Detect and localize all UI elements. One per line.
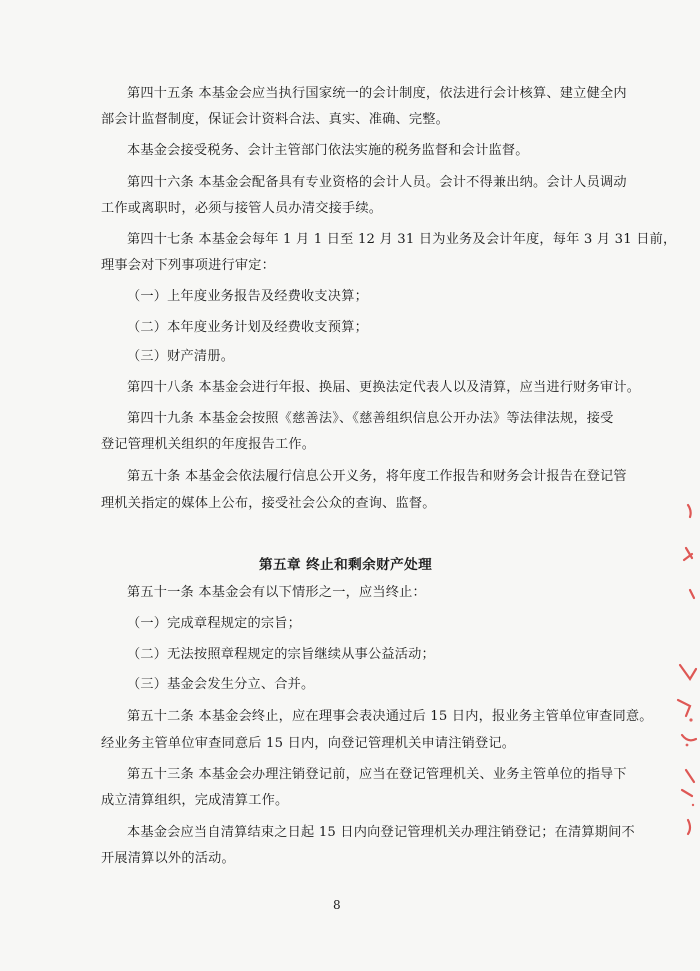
article-53-para-2-line-2: 开展清算以外的活动。 xyxy=(101,851,235,866)
article-52-line-2: 经业务主管单位审查同意后 15 日内，向登记管理机关申请注销登记。 xyxy=(101,736,516,751)
article-50-line-1: 第五十条 本基金会依法履行信息公开义务，将年度工作报告和财务会计报告在登记管 xyxy=(127,469,627,484)
article-47-line-1: 第四十七条 本基金会每年 1 月 1 日至 12 月 31 日为业务及会计年度，每年 3 月 31 日前， xyxy=(127,232,677,247)
article-46-line-2: 工作或离职时，必须与接管人员办清交接手续。 xyxy=(101,201,383,216)
article-51-item-3: （三）基金会发生分立、合并。 xyxy=(127,677,315,692)
article-45-line-2: 部会计监督制度，保证会计资料合法、真实、准确、完整。 xyxy=(101,112,450,127)
article-51-item-2: （二）无法按照章程规定的宗旨继续从事公益活动； xyxy=(127,647,435,662)
article-49-line-1: 第四十九条 本基金会按照《慈善法》、《慈善组织信息公开办法》等法律法规，接受 xyxy=(127,411,614,426)
article-53-line-2: 成立清算组织，完成清算工作。 xyxy=(101,793,289,808)
article-46-line-1: 第四十六条 本基金会配备具有专业资格的会计人员。会计不得兼出纳。会计人员调动 xyxy=(127,175,627,190)
article-51-item-1: （一）完成章程规定的宗旨； xyxy=(127,616,302,631)
article-47-line-2: 理事会对下列事项进行审定： xyxy=(101,258,276,273)
article-47-item-2: （二）本年度业务计划及经费收支预算； xyxy=(127,320,368,335)
article-48: 第四十八条 本基金会进行年报、换届、更换法定代表人以及清算，应当进行财务审计。 xyxy=(127,380,641,395)
article-53-line-1: 第五十三条 本基金会办理注销登记前，应当在登记管理机关、业务主管单位的指导下 xyxy=(127,767,627,782)
article-52-line-1: 第五十二条 本基金会终止，应在理事会表决通过后 15 日内，报业务主管单位审查同意。 xyxy=(127,709,653,724)
article-53-para-2-line-1: 本基金会应当自清算结束之日起 15 日内向登记管理机关办理注销登记；在清算期间不 xyxy=(127,825,635,840)
article-49-line-2: 登记管理机关组织的年度报告工作。 xyxy=(101,437,316,452)
article-47-item-3: （三）财产清册。 xyxy=(127,349,235,364)
seal-stamp-icon xyxy=(660,0,700,971)
page-number: 8 xyxy=(333,898,341,912)
chapter-title: 第五章 终止和剩余财产处理 xyxy=(259,557,433,573)
article-51: 第五十一条 本基金会有以下情形之一，应当终止： xyxy=(127,585,426,600)
article-47-item-1: （一）上年度业务报告及经费收支决算； xyxy=(127,289,368,304)
article-50-line-2: 理机关指定的媒体上公布，接受社会公众的查询、监督。 xyxy=(101,496,436,511)
article-45-line-1: 第四十五条 本基金会应当执行国家统一的会计制度，依法进行会计核算、建立健全内 xyxy=(127,86,627,101)
article-45-para-2: 本基金会接受税务、会计主管部门依法实施的税务监督和会计监督。 xyxy=(127,143,529,158)
